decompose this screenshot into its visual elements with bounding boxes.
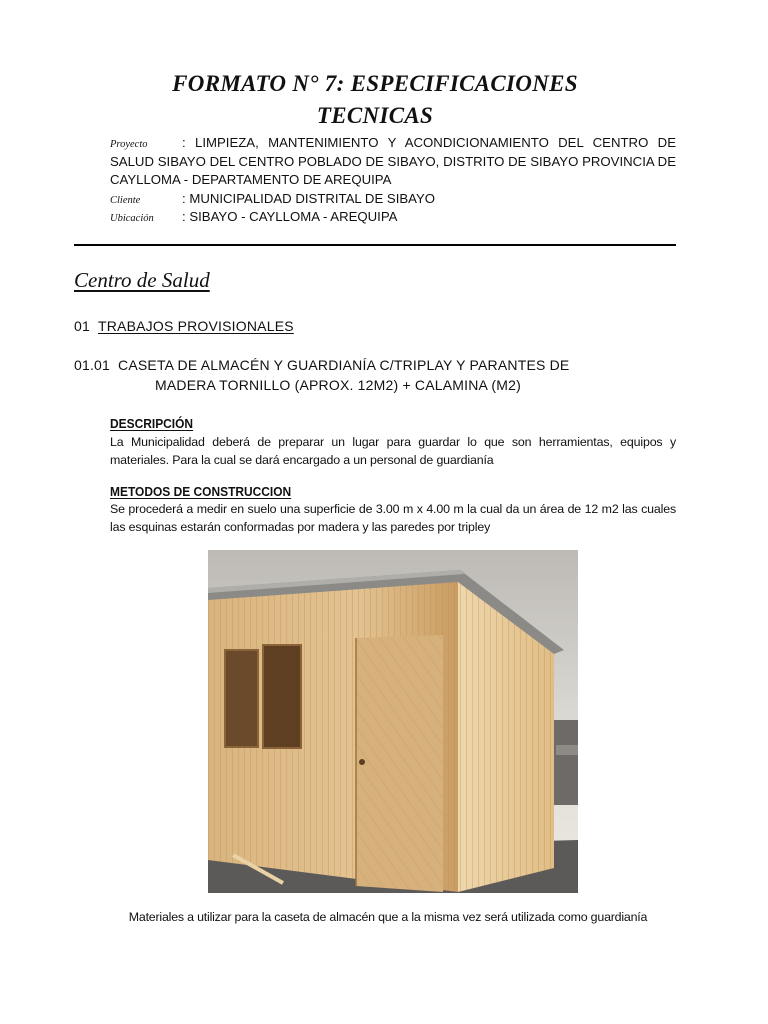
client-field <box>110 190 676 209</box>
project-value: : LIMPIEZA, MANTENIMIENTO Y ACONDICIONAMIENTO DEL CENTRO DE SALUD SIBAYO DEL CENTRO POBLADO DE SIBAYO, DISTRITO DE SIBAYO PROVINCIA DE CAYLLOMA - DEPARTAMENTO DE AREQUIPA <box>110 135 676 187</box>
window-left <box>225 650 258 747</box>
door-knob <box>359 759 365 765</box>
storage-shed-photo <box>208 550 578 893</box>
item-0101-line-1 <box>74 357 569 373</box>
item-01-number: 01 <box>74 318 90 334</box>
client-value: : MUNICIPALIDAD DISTRITAL DE SIBAYO <box>182 191 436 206</box>
methods-heading: METODOS DE CONSTRUCCION <box>110 484 292 499</box>
document-title-line-2: TECNICAS <box>316 103 434 128</box>
section-title: Centro de Salud <box>74 268 210 292</box>
item-0101-text-1: CASETA DE ALMACÉN Y GUARDIANÍA C/TRIPLAY Y PARANTES DE <box>118 357 570 373</box>
location-label: Ubicación <box>110 213 154 224</box>
item-0101-line-2: MADERA TORNILLO (APROX. 12M2) + CALAMINA (M2) <box>155 377 521 393</box>
document-title-line-1: FORMATO N° 7: ESPECIFICACIONES <box>172 71 578 96</box>
item-01 <box>74 318 294 334</box>
header-divider <box>74 244 676 246</box>
project-label: Proyecto <box>110 139 148 150</box>
methods-text: Se procederá a medir en suelo una superficie de 3.00 m x 4.00 m la cual da un área de 12 m2 las cuales las esquinas estarán conformadas por madera y las paredes por tripley <box>110 502 676 534</box>
figure-caption: Materiales a utilizar para la caseta de almacén que a la misma vez será utilizada como guardianía <box>128 910 648 924</box>
window-right <box>263 645 301 748</box>
location-value: : SIBAYO - CAYLLOMA - AREQUIPA <box>182 209 398 224</box>
description-text: La Municipalidad deberá de preparar un lugar para guardar lo que son herramientas, equipos y materiales. Para la cual se dará encargado a un personal de guardianía <box>110 435 676 467</box>
location-field <box>110 208 676 227</box>
project-field <box>110 134 676 190</box>
item-0101-number: 01.01 <box>74 357 111 373</box>
description-heading: DESCRIPCIÓN <box>110 416 194 431</box>
item-01-text: TRABAJOS PROVISIONALES <box>97 318 294 334</box>
client-label: Cliente <box>110 195 141 206</box>
